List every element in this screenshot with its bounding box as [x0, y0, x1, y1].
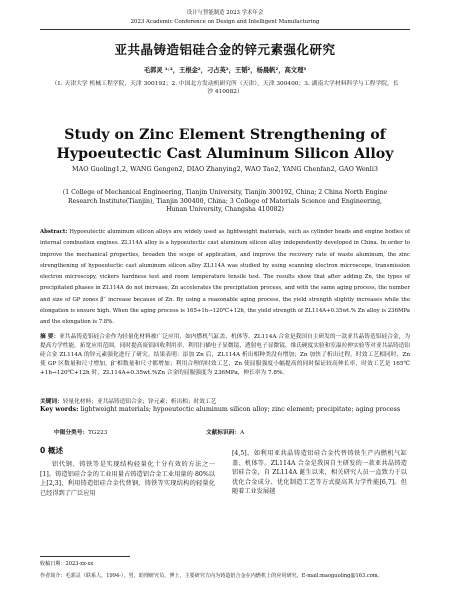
keywords-cn — [40, 396, 410, 405]
abstract-cn-label: 摘 要： — [40, 334, 60, 340]
footnote-received: 收稿日期：2023-xx-xx — [40, 561, 94, 567]
keywords-en-label: Key words: — [40, 406, 79, 413]
footnote-rule — [40, 556, 130, 557]
keywords-en — [40, 406, 410, 415]
title-cn: 亚共晶铸造铝硅合金的锌元素强化研究 — [114, 42, 336, 57]
section-heading: 0 概述 — [40, 446, 64, 455]
abstract-en-label: Abstract: — [40, 229, 68, 235]
authors-en: MAO Guoling1,2, WANG Gengen2, DIAO Zhanying2, WAO Tao2, YANG Chenfan2, GAO Wenli3 — [72, 165, 378, 173]
abstract-cn — [40, 333, 410, 378]
affiliations-en: (1 College of Mechanical Engineering, Tianjin University, Tianjin 300192, China; 2 China North Engine Research Institute(Tianjin), Tianjin 300400, China; 3 College of Materials Science and Engineering, Hunan University, Changsha 410082) — [62, 189, 388, 213]
body-column-right: [4,5]。如利用亚共晶铸造铝硅合金代替铸铁生产内燃机气缸盖、机体等。ZL114A 合金是我国自主研发的一款亚共晶铸造铝硅合金，自 ZL114A 诞生以来，相关研究人员一直致力于以优化合金成分、优化制造工艺等方式提高其力学性能[6,7]。但随着工业发展越 — [232, 450, 407, 496]
journal-header-en: 2023 Academic Conference on Design and Intelligent Manufacturing — [130, 19, 320, 25]
title-en: Study on Zinc Element Strengthening of Hypoeutectic Cast Aluminum Silicon Alloy — [56, 127, 394, 162]
abstract-en — [40, 227, 410, 329]
footnote-author: 作者简介：毛郭灵（联系人，1994-），男，助理研究员，博士，主要研究方向为铸造铝合金在内燃机上的应用研究。E-mail:maoguoling@163.com。 — [40, 573, 383, 579]
abstract-en-text: Hypoeutectic aluminum silicon alloys are widely used as lightweight materials, such as cylinder heads and engine bodies of internal combustion engines. ZL114A alloy is a hypoeutectic cast aluminum silicon alloy independently developed in China. In order to improve the mechanical properties, broaden the scope of application, and improve the recovery rate of waste aluminum, the zinc strengthening of hypoeutectic cast aluminum silicon alloy ZL114A was studied by using scanning electron microscope, transmission electron microscopy, vickers hardness test and room temperature tensile test. The results show that after adding Zn, the types of precipitated phases in ZL114A do not increase, Zn accelerates the precipitation process, and with the same aging process, the number and size of GP zones β′′ increase because of Zn. By using a reasonable aging process, the yield strength slightly increases while the elongation is ensure high. When the aging process is 165+1h→120℃+12h, the yield strength of ZL114A+0.35wt.% Zn alloy is 236MPa and the elongation is 7.8%. — [40, 229, 410, 326]
keywords-cn-text: 轻量化材料；亚共晶铸造铝合金；锌元素；析出相；时效工艺 — [62, 399, 217, 405]
clc-label: 中图分类号： — [54, 430, 89, 436]
keywords-cn-label: 关键词： — [40, 399, 63, 405]
abstract-cn-text: 亚共晶铸造铝硅合金作为轻量化材料被广泛应用，如内燃机气缸盖、机体等。ZL114A 合金是我国自主研发的一款亚共晶铸造铝硅合金，为提高力学性能，拓宽应用范围，同时提高废铝回收利用率，利用扫描电子显微镜、透射电子显微镜、维氏硬度实验和室温拉伸实验等对亚共晶铸造铝硅合金 ZL114A 的锌元素强化进行了研究。结果表明：添加 Zn 后，ZL114A 析出相种类没有增加；Zn 加快了析出过程，时效工艺相同时，Zn 使 GP 区数量和尺寸增加，β′′相数量和尺寸都增加；利用合理的时效工艺，Zn 使屈服强度小幅提高的同时保证较高伸长率，时效工艺是 165℃+1h→120℃+12h 时，ZL114A+0.35wt.%Zn 合金的屈服强度为 236MPa，伸长率为 7.8%。 — [40, 334, 411, 376]
authors-cn: 毛郭灵 ¹˒²，王根金²，刁占英²，王韬²，杨晨帆²，高文理³ — [143, 67, 307, 74]
doc-code-value: A — [240, 430, 245, 436]
affiliations-cn: （1. 天津大学 机械工程学院，天津 300192；2. 中国北方发动机研究所（天津），天津 300400；3. 湖南大学材料科学与工程学院，长沙 410082） — [51, 81, 399, 96]
classification-line — [54, 427, 394, 436]
doc-code-label: 文献标识码： — [205, 430, 241, 436]
keywords-en-text: lightweight materials; hypoeutectic aluminum silicon alloy; zinc element; precipitate; aging process — [80, 406, 401, 413]
body-column-left: 铝代钢、铸铁等是实现结构轻量化十分有效的方法之一[1]。铸造铝硅合金的工业用量占铸造铝合金工业用量的 80%以上[2,3]，利用铸造铝硅合金代替钢、铸铁等实现结构的轻量化已经得到了广泛应用 — [40, 461, 215, 497]
journal-header-cn: 设计与智能制造 2023 学术年会 — [186, 10, 264, 16]
clc-value: TG223 — [88, 430, 108, 436]
header-rule — [40, 29, 410, 30]
